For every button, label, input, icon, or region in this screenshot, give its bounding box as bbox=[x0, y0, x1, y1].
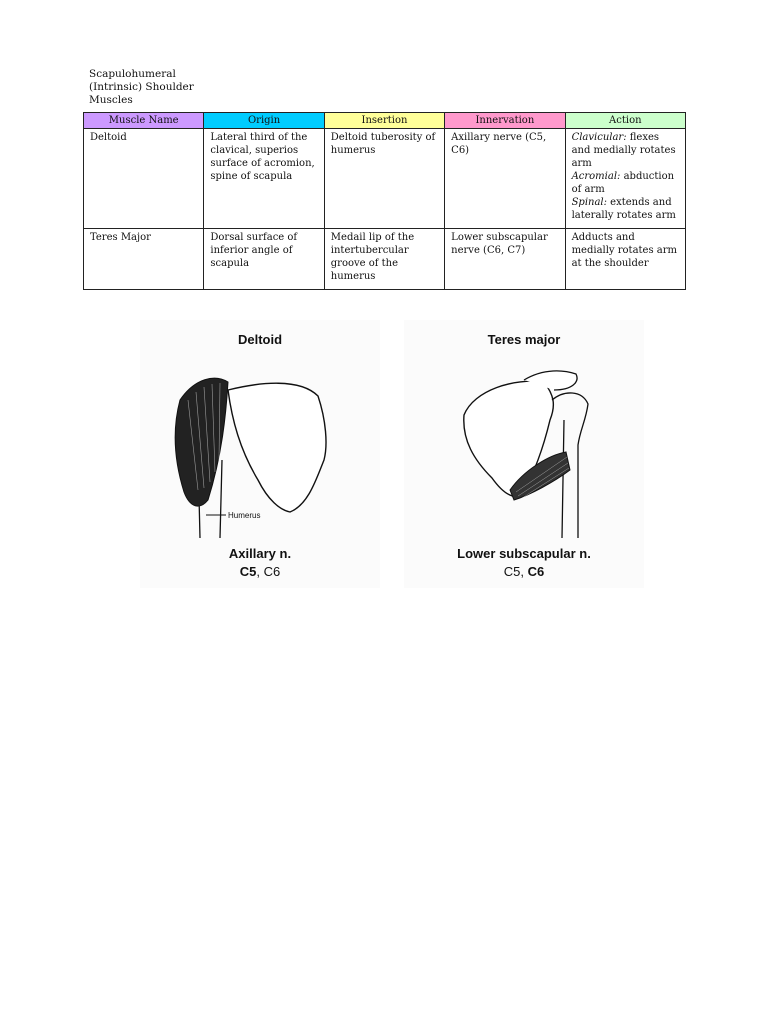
cell-origin: Lateral third of the clavical, superios surface of acromion, spine of scapula bbox=[204, 129, 324, 229]
cell-innervation: Axillary nerve (C5, C6) bbox=[445, 129, 565, 229]
header-row bbox=[84, 113, 686, 129]
teres-nerve: Lower subscapular n. bbox=[457, 546, 591, 561]
deltoid-root-rest: , C6 bbox=[256, 564, 281, 579]
title-line: Muscles bbox=[89, 94, 133, 106]
action-label: Spinal: bbox=[571, 197, 607, 208]
cell-origin: Dorsal surface of inferior angle of scapula bbox=[204, 229, 324, 290]
cell-muscle-name: Deltoid bbox=[84, 129, 204, 229]
header-innervation: Innervation bbox=[445, 113, 565, 129]
header-muscle-name: Muscle Name bbox=[84, 113, 204, 129]
cell-action bbox=[565, 129, 685, 229]
deltoid-nerve: Axillary n. bbox=[228, 546, 292, 561]
teres-figure bbox=[404, 320, 644, 588]
cell-muscle-name: Teres Major bbox=[84, 229, 204, 290]
header-origin: Origin bbox=[204, 113, 324, 129]
teres-figure-title: Teres major bbox=[487, 332, 561, 347]
title-line: (Intrinsic) Shoulder bbox=[89, 81, 194, 93]
action-text: extends and laterally rotates arm bbox=[571, 197, 676, 221]
deltoid-figure bbox=[140, 320, 380, 588]
action-text: abduction of arm bbox=[571, 171, 675, 195]
table-row bbox=[84, 229, 686, 290]
cell-insertion: Deltoid tuberosity of humerus bbox=[324, 129, 444, 229]
humerus-label: Humerus bbox=[228, 511, 261, 520]
teres-root-bold: C6 bbox=[527, 564, 545, 579]
header-insertion: Insertion bbox=[324, 113, 444, 129]
action-text: flexes and medially rotates arm bbox=[571, 132, 676, 169]
table-row bbox=[84, 129, 686, 229]
deltoid-root-bold: C5 bbox=[239, 564, 257, 579]
header-action: Action bbox=[565, 113, 685, 129]
action-label: Clavicular: bbox=[571, 132, 627, 143]
teres-root-rest: C5, bbox=[503, 564, 528, 579]
action-label: Acromial: bbox=[571, 171, 621, 182]
deltoid-figure-title: Deltoid bbox=[237, 332, 283, 347]
title-line: Scapulohumeral bbox=[89, 68, 176, 80]
document-title bbox=[89, 68, 199, 107]
cell-insertion: Medail lip of the intertubercular groove of the humerus bbox=[324, 229, 444, 290]
teres-illustration bbox=[404, 360, 644, 540]
cell-action: Adducts and medially rotates arm at the shoulder bbox=[565, 229, 685, 290]
deltoid-roots bbox=[140, 564, 380, 579]
cell-innervation: Lower subscapular nerve (C6, C7) bbox=[445, 229, 565, 290]
teres-roots bbox=[404, 564, 644, 579]
muscle-table bbox=[83, 112, 686, 290]
